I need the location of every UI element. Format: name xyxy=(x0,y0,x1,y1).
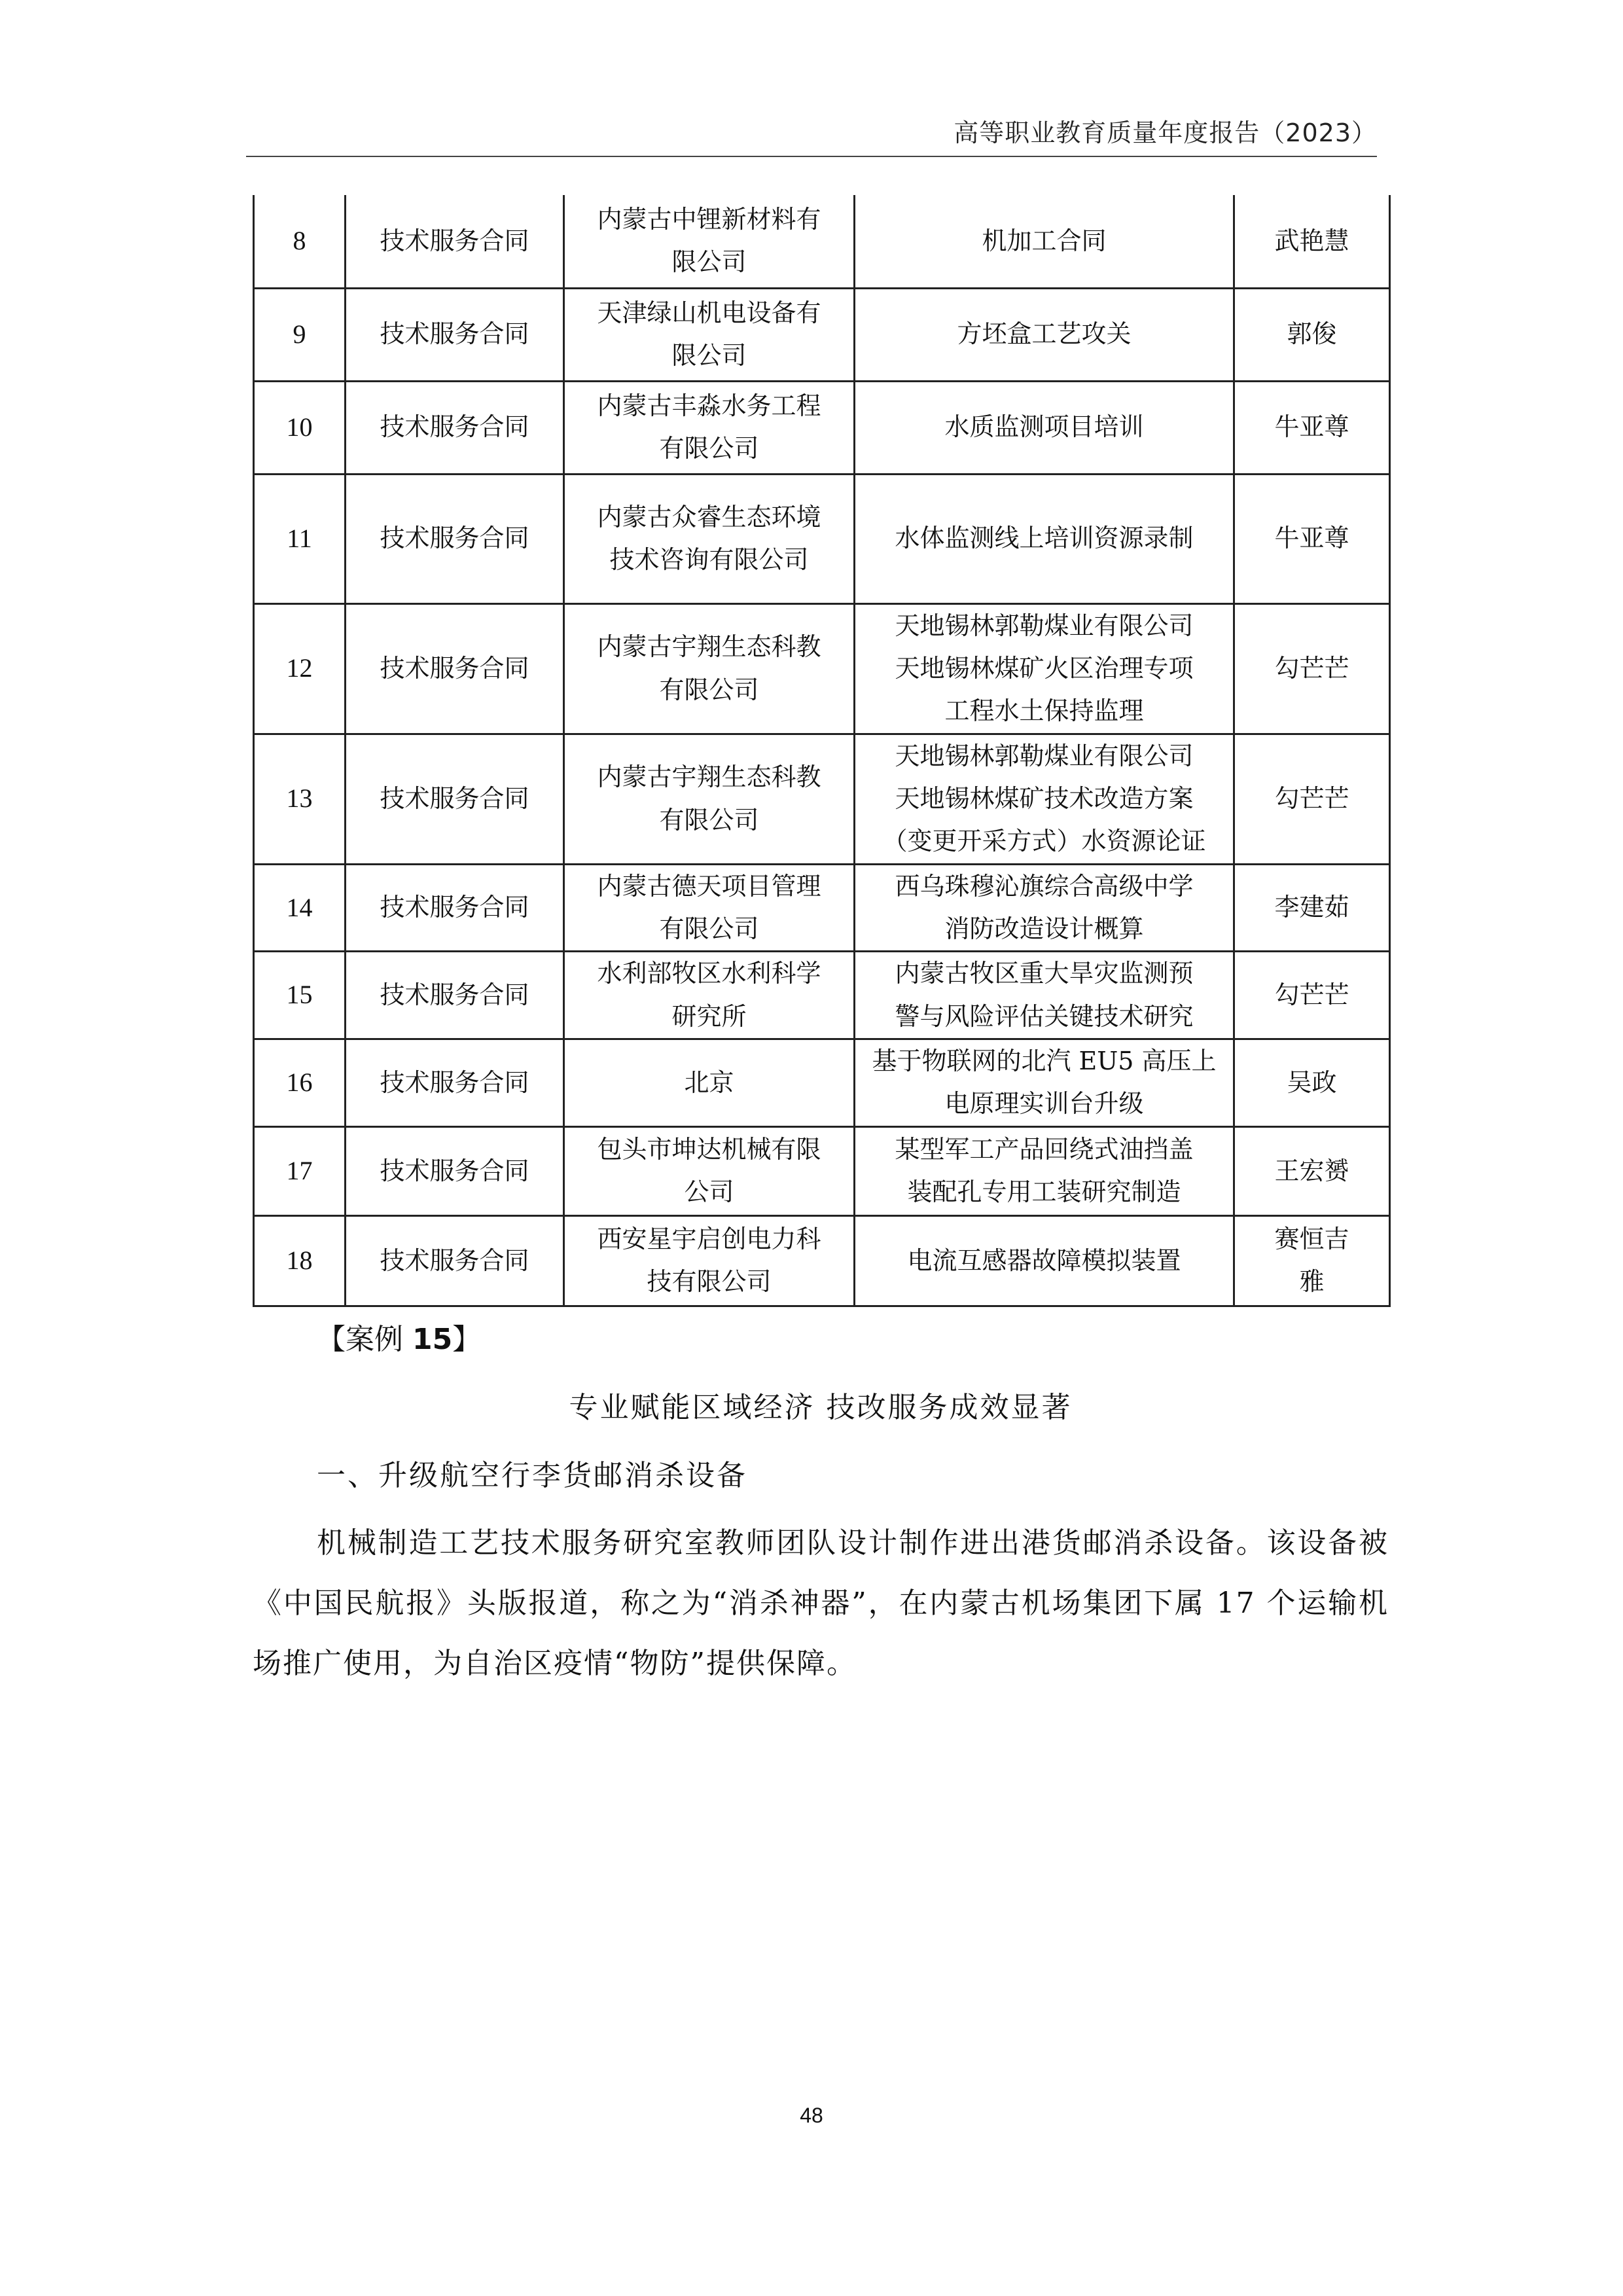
person-cell xyxy=(1234,1039,1390,1127)
organization-cell-line: 包头市坤达机械有限 xyxy=(597,1134,821,1164)
table-row xyxy=(254,288,1390,381)
row-number-cell: 18 xyxy=(254,1215,346,1306)
table-row xyxy=(254,381,1390,474)
project-cell-line: 西乌珠穆沁旗综合高级中学 xyxy=(895,871,1194,901)
project-cell-line: 天地锡林煤矿火区治理专项 xyxy=(895,653,1194,683)
table-row xyxy=(254,734,1390,864)
table-row xyxy=(254,1039,1390,1127)
case-label-number: 15 xyxy=(412,1323,453,1356)
project-cell-line: 水体监测线上培训资源录制 xyxy=(895,524,1194,553)
organization-cell xyxy=(564,864,855,952)
project-cell xyxy=(855,288,1234,381)
person-cell-line: 牛亚尊 xyxy=(1274,412,1349,442)
person-cell xyxy=(1234,734,1390,864)
project-cell-line: 水质监测项目培训 xyxy=(944,412,1144,442)
organization-cell xyxy=(564,1215,855,1306)
contract-type-cell: 技术服务合同 xyxy=(346,1126,564,1215)
project-cell xyxy=(855,1215,1234,1306)
person-cell xyxy=(1234,603,1390,734)
project-cell-line: 方坯盒工艺攻关 xyxy=(957,319,1132,349)
organization-cell xyxy=(564,288,855,381)
contract-type-cell: 技术服务合同 xyxy=(346,474,564,603)
row-number-cell: 9 xyxy=(254,288,346,381)
organization-cell-line: 有限公司 xyxy=(659,675,759,704)
person-cell xyxy=(1234,952,1390,1039)
table-row xyxy=(254,1215,1390,1306)
row-number-cell: 8 xyxy=(254,195,346,288)
person-cell xyxy=(1234,864,1390,952)
page-number: 48 xyxy=(800,2104,823,2127)
organization-cell xyxy=(564,952,855,1039)
organization-cell-line: 西安星宇启创电力科 xyxy=(597,1224,821,1253)
table-row xyxy=(254,952,1390,1039)
table-row xyxy=(254,1126,1390,1215)
organization-cell xyxy=(564,381,855,474)
header-divider xyxy=(246,156,1377,157)
organization-cell-line: 技有限公司 xyxy=(647,1267,772,1297)
person-cell-line: 李建茹 xyxy=(1274,893,1349,922)
person-cell-line: 勾芒芒 xyxy=(1274,980,1349,1010)
project-cell-line: 电流互感器故障模拟装置 xyxy=(907,1246,1181,1275)
project-cell-line: 警与风险评估关键技术研究 xyxy=(895,1001,1194,1031)
organization-cell-line: 内蒙古中锂新材料有 xyxy=(597,204,821,234)
contract-type-cell: 技术服务合同 xyxy=(346,952,564,1039)
case-label-suffix: 】 xyxy=(452,1323,482,1356)
person-cell xyxy=(1234,381,1390,474)
organization-cell xyxy=(564,1039,855,1127)
table-row xyxy=(254,195,1390,288)
contracts-table-body xyxy=(254,195,1390,1306)
project-cell xyxy=(855,603,1234,734)
project-cell xyxy=(855,381,1234,474)
row-number-cell: 11 xyxy=(254,474,346,603)
contract-type-cell: 技术服务合同 xyxy=(346,288,564,381)
organization-cell-line: 限公司 xyxy=(671,341,747,370)
organization-cell-line: 内蒙古众睿生态环境 xyxy=(597,502,821,531)
contracts-table xyxy=(253,195,1391,1307)
person-cell-line: 牛亚尊 xyxy=(1274,524,1349,553)
organization-cell xyxy=(564,603,855,734)
project-cell xyxy=(855,1126,1234,1215)
organization-cell-line: 技术咨询有限公司 xyxy=(609,545,809,574)
row-number-cell: 10 xyxy=(254,381,346,474)
organization-cell-line: 内蒙古宇翔生态科教 xyxy=(597,632,821,662)
contract-type-cell: 技术服务合同 xyxy=(346,1215,564,1306)
person-cell xyxy=(1234,1215,1390,1306)
organization-cell-line: 公司 xyxy=(684,1177,734,1207)
project-cell xyxy=(855,734,1234,864)
row-number-cell: 16 xyxy=(254,1039,346,1127)
case-label-prefix: 【案例 xyxy=(317,1323,412,1356)
case-label xyxy=(317,1316,481,1357)
row-number-cell: 12 xyxy=(254,603,346,734)
person-cell-line: 武艳慧 xyxy=(1274,226,1349,255)
project-cell-line: 天地锡林郭勒煤业有限公司 xyxy=(895,741,1194,770)
project-cell-line: 某型军工产品回绕式油挡盖 xyxy=(895,1134,1194,1164)
project-cell-line: 消防改造设计概算 xyxy=(944,914,1144,944)
person-cell-line: 勾芒芒 xyxy=(1274,783,1349,813)
project-cell xyxy=(855,1039,1234,1127)
table-row xyxy=(254,474,1390,603)
project-cell-line: 机加工合同 xyxy=(982,226,1107,255)
project-cell-line: 工程水土保持监理 xyxy=(944,696,1144,726)
row-number-cell: 17 xyxy=(254,1126,346,1215)
organization-cell-line: 有限公司 xyxy=(659,434,759,463)
person-cell-line: 郭俊 xyxy=(1287,319,1337,349)
project-cell-line: 电原理实训台升级 xyxy=(944,1089,1144,1119)
section-heading: 一、升级航空行李货邮消杀设备 xyxy=(317,1459,747,1492)
table-row xyxy=(254,603,1390,734)
row-number-cell: 14 xyxy=(254,864,346,952)
organization-cell-line: 天津绿山机电设备有 xyxy=(597,298,821,327)
contract-type-cell: 技术服务合同 xyxy=(346,381,564,474)
case-title: 专业赋能区域经济 技改服务成效显著 xyxy=(569,1391,1073,1424)
organization-cell-line: 限公司 xyxy=(671,247,747,277)
project-cell-line: 天地锡林煤矿技术改造方案 xyxy=(895,783,1194,813)
person-cell-line: 雅 xyxy=(1299,1267,1325,1297)
person-cell xyxy=(1234,474,1390,603)
contract-type-cell: 技术服务合同 xyxy=(346,603,564,734)
project-cell-line: 内蒙古牧区重大旱灾监测预 xyxy=(895,959,1194,988)
organization-cell-line: 研究所 xyxy=(671,1001,747,1031)
organization-cell-line: 有限公司 xyxy=(659,805,759,834)
organization-cell-line: 内蒙古宇翔生态科教 xyxy=(597,762,821,792)
project-cell-line: 天地锡林郭勒煤业有限公司 xyxy=(895,611,1194,640)
person-cell xyxy=(1234,195,1390,288)
organization-cell-line: 北京 xyxy=(684,1067,734,1097)
project-cell xyxy=(855,195,1234,288)
contract-type-cell: 技术服务合同 xyxy=(346,734,564,864)
contract-type-cell: 技术服务合同 xyxy=(346,1039,564,1127)
person-cell-line: 吴政 xyxy=(1287,1067,1337,1097)
person-cell-line: 赛恒吉 xyxy=(1274,1224,1349,1253)
project-cell xyxy=(855,864,1234,952)
organization-cell xyxy=(564,734,855,864)
project-cell-line: 基于物联网的北汽 EU5 高压上 xyxy=(872,1047,1217,1076)
contract-type-cell: 技术服务合同 xyxy=(346,864,564,952)
project-cell-line: 装配孔专用工装研究制造 xyxy=(907,1177,1181,1207)
person-cell-line: 王宏赟 xyxy=(1274,1156,1349,1185)
organization-cell-line: 内蒙古丰淼水务工程 xyxy=(597,391,821,420)
report-header-title: 高等职业教育质量年度报告（2023） xyxy=(954,118,1377,147)
row-number-cell: 15 xyxy=(254,952,346,1039)
person-cell-line: 勾芒芒 xyxy=(1274,653,1349,683)
organization-cell-line: 水利部牧区水利科学 xyxy=(597,959,821,988)
person-cell xyxy=(1234,1126,1390,1215)
project-cell xyxy=(855,474,1234,603)
contract-type-cell: 技术服务合同 xyxy=(346,195,564,288)
person-cell xyxy=(1234,288,1390,381)
organization-cell-line: 内蒙古德天项目管理 xyxy=(597,871,821,901)
project-cell xyxy=(855,952,1234,1039)
organization-cell xyxy=(564,195,855,288)
body-paragraph: 机械制造工艺技术服务研究室教师团队设计制作进出港货邮消杀设备。该设备被《中国民航报》头版报道，称之为“消杀神器”，在内蒙古机场集团下属 17 个运输机场推广使用，为自治区疫情“物防”提供保障。 xyxy=(253,1526,1389,1680)
row-number-cell: 13 xyxy=(254,734,346,864)
table-row xyxy=(254,864,1390,952)
organization-cell xyxy=(564,474,855,603)
project-cell-line: （变更开采方式）水资源论证 xyxy=(882,827,1206,856)
organization-cell xyxy=(564,1126,855,1215)
organization-cell-line: 有限公司 xyxy=(659,914,759,944)
